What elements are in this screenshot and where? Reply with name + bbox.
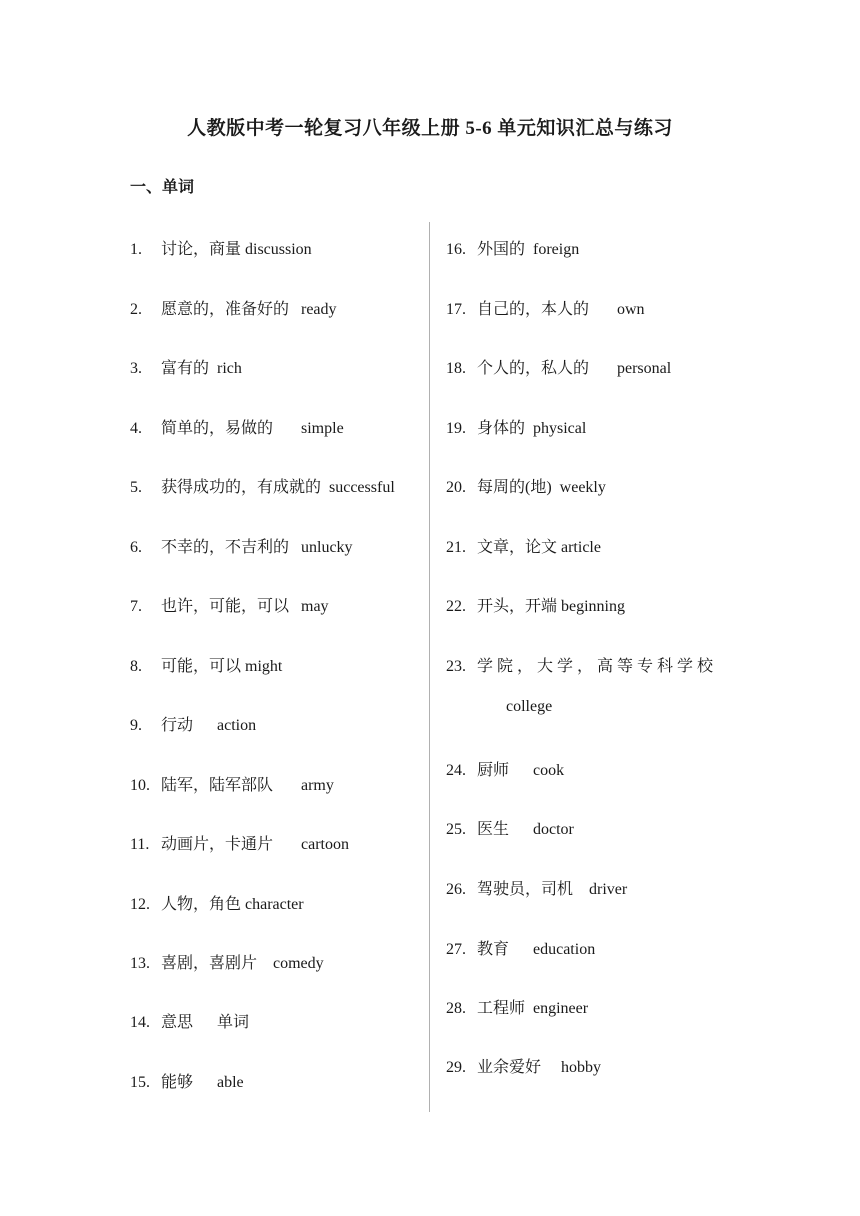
vocab-number: 18. — [446, 360, 466, 377]
vocab-text: 每周的(地) weekly — [477, 479, 606, 496]
vocab-text: 意思 单词 — [161, 1014, 250, 1031]
vocab-text: 获得成功的，有成就的 successful — [161, 479, 395, 496]
vocab-text: 简单的，易做的 simple — [161, 420, 344, 437]
vocab-number: 4. — [130, 420, 142, 437]
vocab-number: 15. — [130, 1074, 150, 1091]
vocab-item — [130, 236, 312, 259]
vocab-number: 23. — [446, 658, 466, 675]
vocab-number: 11. — [130, 836, 150, 853]
vocab-text: 可能，可以 might — [161, 658, 283, 675]
vocab-number: 3. — [130, 360, 142, 377]
section-heading: 一、单词 — [130, 179, 195, 196]
vocab-item — [130, 772, 334, 795]
vocab-text: 个人的，私人的 personal — [477, 360, 672, 377]
vocab-number: 26. — [446, 881, 466, 898]
vocab-number: 6. — [130, 539, 142, 556]
vocab-text: 文章，论文 article — [477, 539, 601, 556]
vocab-item — [130, 1069, 244, 1092]
vocab-item — [446, 876, 627, 899]
vocab-continuation: college — [506, 698, 553, 715]
vocab-text: 不幸的，不吉利的 unlucky — [161, 539, 353, 556]
vocab-item — [130, 891, 304, 914]
vocab-text: 外国的 foreign — [477, 241, 580, 258]
vocab-item — [446, 653, 713, 676]
vocab-text: 喜剧，喜剧片 comedy — [161, 955, 324, 972]
vocab-item — [446, 296, 645, 319]
vocab-number: 20. — [446, 479, 466, 496]
vocab-number: 2. — [130, 301, 142, 318]
vocab-text: 富有的 rich — [161, 360, 242, 377]
vocab-number: 12. — [130, 896, 150, 913]
vocab-number: 19. — [446, 420, 466, 437]
vocab-text: 身体的 physical — [477, 420, 587, 437]
vocab-text: 陆军，陆军部队 army — [161, 777, 334, 794]
vocab-text: 开头，开端 beginning — [477, 598, 625, 615]
column-divider — [429, 222, 430, 1112]
vocab-text: 人物，角色 character — [161, 896, 304, 913]
vocab-item — [130, 712, 256, 735]
vocab-number: 25. — [446, 821, 466, 838]
vocab-number: 14. — [130, 1014, 150, 1031]
vocab-text: 驾驶员，司机 driver — [477, 881, 628, 898]
vocab-number: 13. — [130, 955, 150, 972]
vocab-number: 27. — [446, 941, 466, 958]
vocab-text: 讨论，商量 discussion — [161, 241, 312, 258]
vocab-text: 教育 education — [477, 941, 596, 958]
vocab-item — [446, 474, 606, 497]
vocab-item — [446, 415, 586, 438]
vocab-number: 10. — [130, 777, 150, 794]
page-title: 人教版中考一轮复习八年级上册 5-6 单元知识汇总与练习 — [187, 118, 673, 139]
vocab-item — [446, 236, 579, 259]
vocab-item — [446, 593, 625, 616]
vocab-text: 行动 action — [161, 717, 257, 734]
vocab-number: 16. — [446, 241, 466, 258]
vocab-text: 学 院 ， 大 学 ， 高 等 专 科 学 校 — [477, 658, 714, 675]
vocab-item — [130, 593, 329, 616]
vocab-number: 22. — [446, 598, 466, 615]
vocab-text: 能够 able — [161, 1074, 244, 1091]
vocab-text: 业余爱好 hobby — [477, 1059, 602, 1076]
vocab-text: 厨师 cook — [477, 762, 565, 779]
vocab-text: 也许，可能，可以 may — [161, 598, 329, 615]
vocab-item — [130, 534, 353, 557]
vocab-item — [130, 474, 395, 497]
vocab-item — [446, 816, 574, 839]
vocab-text: 医生 doctor — [477, 821, 574, 838]
vocab-item — [446, 757, 564, 780]
vocab-text: 工程师 engineer — [477, 1000, 589, 1017]
vocab-number: 29. — [446, 1059, 466, 1076]
vocab-item — [446, 355, 671, 378]
vocab-item — [446, 995, 588, 1018]
vocab-text: 自己的，本人的 own — [477, 301, 645, 318]
vocab-text: 愿意的，准备好的 ready — [161, 301, 337, 318]
vocab-number: 9. — [130, 717, 142, 734]
vocab-number: 8. — [130, 658, 142, 675]
vocab-number: 17. — [446, 301, 466, 318]
vocab-item — [130, 1009, 249, 1032]
vocab-number: 5. — [130, 479, 142, 496]
vocab-number: 28. — [446, 1000, 466, 1017]
vocab-number: 24. — [446, 762, 466, 779]
vocab-number: 7. — [130, 598, 142, 615]
vocab-item — [446, 1054, 601, 1077]
vocab-item — [130, 355, 242, 378]
vocab-item — [130, 831, 349, 854]
vocab-item — [446, 936, 595, 959]
vocab-item — [130, 296, 337, 319]
vocab-item — [130, 653, 282, 676]
vocab-number: 21. — [446, 539, 466, 556]
vocab-item — [446, 534, 601, 557]
vocab-item — [130, 950, 324, 973]
vocab-number: 1. — [130, 241, 142, 258]
vocab-text: 动画片，卡通片 cartoon — [161, 836, 349, 853]
vocab-item — [130, 415, 344, 438]
